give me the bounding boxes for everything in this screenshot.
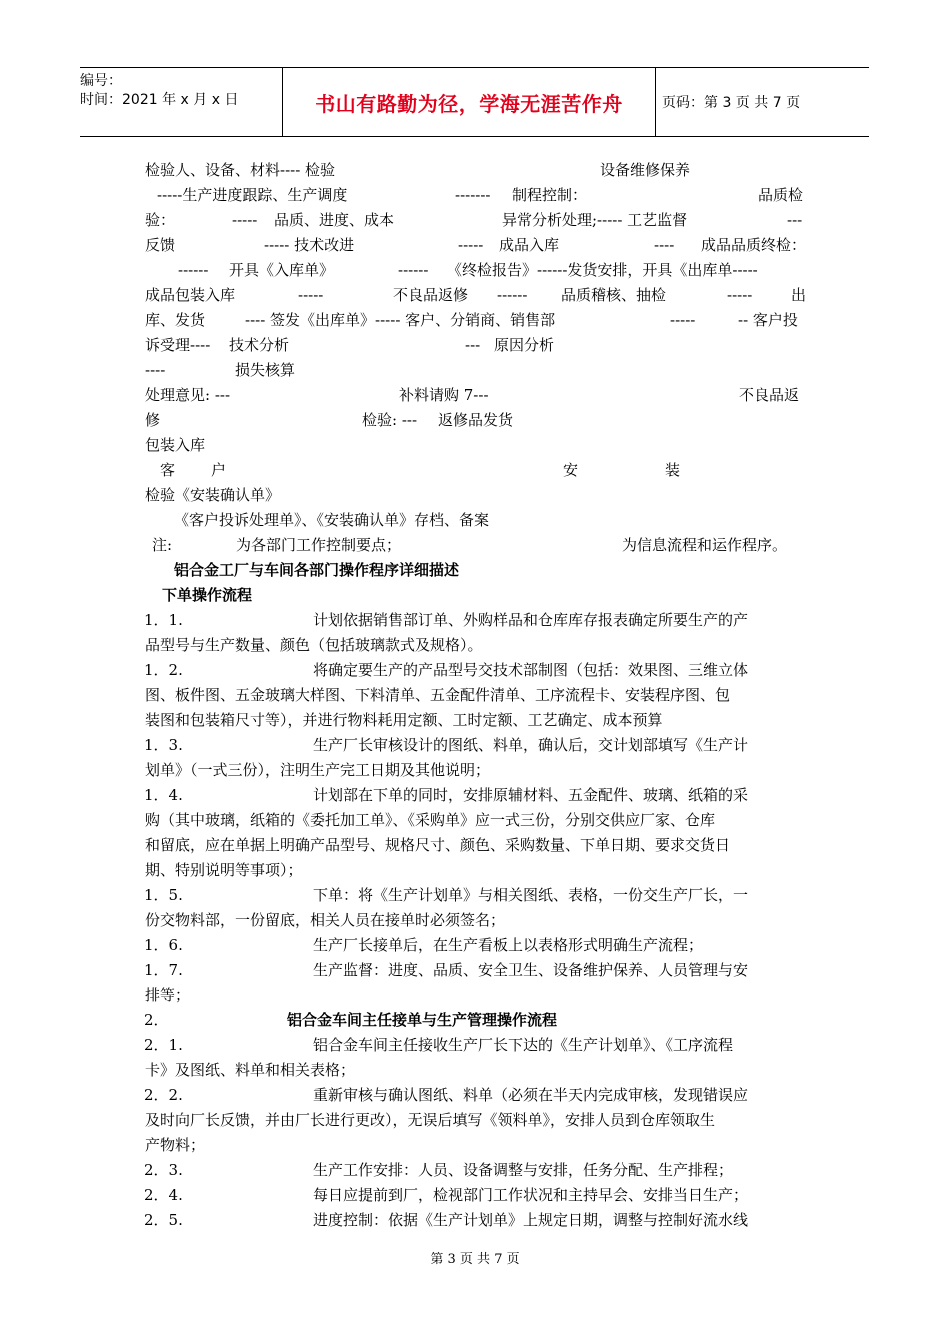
item-number: 1．1.: [144, 611, 183, 629]
flow-text: 库、发货: [145, 311, 206, 329]
flow-text: 验：: [145, 211, 176, 229]
flow-text: ------: [497, 286, 528, 304]
flow-text: -----: [727, 286, 753, 304]
flow-text: 检验: ---: [362, 411, 418, 429]
item-number: 2．2.: [144, 1086, 183, 1104]
flow-text: 注:: [152, 536, 173, 554]
flow-text: -----: [670, 311, 696, 329]
flow-text: 反馈: [145, 236, 176, 254]
item-text: 和留底，应在单据上明确产品型号、规格尺寸、颜色、采购数量、下单日期、要求交货日: [145, 836, 731, 854]
flow-text: ----- 技术改进: [264, 236, 355, 254]
item-number: 1．7.: [144, 961, 183, 979]
item-number: 1．6.: [144, 936, 183, 954]
flow-text: 不良品返: [739, 386, 800, 404]
flow-text: 户: [211, 461, 227, 479]
item-text: 份交物料部，一份留底，相关人员在接单时必须签名；: [145, 911, 506, 929]
section-title: 铝合金工厂与车间各部门操作程序详细描述: [174, 561, 460, 579]
flow-text: ---: [787, 211, 803, 229]
flow-text: ---: [465, 336, 481, 354]
sub-section-title: 下单操作流程: [162, 586, 253, 604]
item-text: 生产工作安排：人员、设备调整与安排，任务分配、生产排程；: [313, 1161, 734, 1179]
item-text: 产物料；: [145, 1136, 206, 1154]
flow-text: 出: [791, 286, 807, 304]
page-footer: 第 3 页 共 7 页: [430, 1252, 520, 1267]
header-page-info: 页码：第 3 页 共 7 页: [662, 95, 801, 111]
flow-text: ----: [654, 236, 675, 254]
item-text: 装图和包装箱尺寸等），并进行物料耗用定额、工时定额、工艺确定、成本预算: [145, 711, 663, 729]
section-number: 2．: [144, 1011, 169, 1029]
item-text: 排等；: [145, 986, 191, 1004]
flow-text: 成品包装入库: [145, 286, 236, 304]
flow-text: ------: [178, 261, 209, 279]
flow-text: 补料请购 7---: [399, 386, 489, 404]
flow-text: 客: [160, 461, 176, 479]
item-text: 将确定要生产的产品型号交技术部制图（包括：效果图、三维立体: [313, 661, 749, 679]
item-text: 划单》（一式三份），注明生产完工日期及其他说明；: [145, 761, 491, 779]
flow-text: 《客户投诉处理单》、《安装确认单》存档、备案: [174, 511, 490, 529]
item-text: 生产厂长审核设计的图纸、料单，确认后，交计划部填写《生产计: [313, 736, 749, 754]
item-text: 卡》及图纸、料单和相关表格；: [145, 1061, 356, 1079]
flow-text: 制程控制：: [512, 186, 588, 204]
flow-text: 装: [665, 461, 681, 479]
flow-text: 成品品质终检：: [701, 236, 807, 254]
flow-text: 不良品返修: [393, 286, 469, 304]
flow-text: 安: [563, 461, 579, 479]
item-text: 计划依据销售部订单、外购样品和仓库库存报表确定所要生产的产: [313, 611, 749, 629]
item-text: 图、板件图、五金玻璃大样图、下料清单、五金配件清单、工序流程卡、安装程序图、包: [145, 686, 731, 704]
flow-text: 《终检报告》------发货安排，开具《出库单-----: [447, 261, 758, 279]
flow-text: 返修品发货: [438, 411, 514, 429]
item-number: 2．3.: [144, 1161, 183, 1179]
flow-text: 开具《入库单》: [229, 261, 335, 279]
flow-text: -----: [458, 236, 484, 254]
flow-text: 修: [145, 411, 161, 429]
flow-text: ------: [398, 261, 429, 279]
flow-text: -----: [298, 286, 324, 304]
flow-text: 原因分析: [494, 336, 555, 354]
flow-text: 技术分析: [229, 336, 290, 354]
item-number: 1．5.: [144, 886, 183, 904]
item-number: 1．4.: [144, 786, 183, 804]
flow-text: -----生产进度跟踪、生产调度: [157, 186, 348, 204]
flow-text: 诉受理----: [145, 336, 211, 354]
flow-text: ---- 签发《出库单》----- 客户、分销商、销售部: [245, 311, 556, 329]
item-number: 1．2.: [144, 661, 183, 679]
flow-text: 检验人、设备、材料---- 检验: [145, 161, 336, 179]
flow-text: ----: [145, 361, 166, 379]
flow-text: 检验《安装确认单》: [145, 486, 281, 504]
flow-text: -----: [232, 211, 258, 229]
doc-time-label: 时间：2021 年 x 月 x 日: [80, 92, 239, 108]
flow-text: 为信息流程和运作程序。: [622, 536, 788, 554]
flow-text: 为各部门工作控制要点；: [236, 536, 402, 554]
item-number: 2．1.: [144, 1036, 183, 1054]
item-number: 2．5.: [144, 1211, 183, 1229]
item-text: 每日应提前到厂，检视部门工作状况和主持早会、安排当日生产；: [313, 1186, 749, 1204]
flow-text: 处理意见: ---: [145, 386, 231, 404]
item-number: 1．3.: [144, 736, 183, 754]
item-text: 品型号与生产数量、颜色（包括玻璃款式及规格）。: [145, 636, 483, 654]
flow-text: -- 客户投: [738, 311, 798, 329]
flow-text: -------: [455, 186, 491, 204]
item-text: 购（其中玻璃，纸箱的《委托加工单》、《采购单》应一式三份，分别交供应厂家、仓库: [145, 811, 716, 829]
item-number: 2．4.: [144, 1186, 183, 1204]
item-text: 下单：将《生产计划单》与相关图纸、表格，一份交生产厂长，一: [313, 886, 749, 904]
flow-text: 异常分析处理;----- 工艺监督: [502, 211, 688, 229]
item-text: 期、特别说明等事项）；: [145, 861, 303, 879]
section-2-title: 铝合金车间主任接单与生产管理操作流程: [287, 1011, 558, 1029]
item-text: 铝合金车间主任接收生产厂长下达的《生产计划单》、《工序流程: [313, 1036, 734, 1054]
flow-text: 品质检: [758, 186, 804, 204]
item-text: 生产厂长接单后，在生产看板上以表格形式明确生产流程；: [313, 936, 704, 954]
flow-text: 品质稽核、抽检: [561, 286, 667, 304]
item-text: 及时向厂长反馈，并由厂长进行更改），无误后填写《领料单》，安排人员到仓库领取生: [145, 1111, 716, 1129]
doc-number-label: 编号：: [80, 73, 122, 89]
flow-text: 成品入库: [499, 236, 560, 254]
flow-text: 品质、进度、成本: [274, 211, 395, 229]
item-text: 进度控制：依据《生产计划单》上规定日期，调整与控制好流水线: [313, 1211, 749, 1229]
item-text: 计划部在下单的同时，安排原辅材料、五金配件、玻璃、纸箱的采: [313, 786, 749, 804]
item-text: 重新审核与确认图纸、料单（必须在半天内完成审核，发现错误应: [313, 1086, 749, 1104]
header-motto: 书山有路勤为径，学海无涯苦作舟: [282, 68, 656, 136]
flow-text: 损失核算: [235, 361, 296, 379]
flow-text: 包装入库: [145, 436, 206, 454]
item-text: 生产监督：进度、品质、安全卫生、设备维护保养、人员管理与安: [313, 961, 749, 979]
flow-text: 设备维修保养: [600, 161, 691, 179]
